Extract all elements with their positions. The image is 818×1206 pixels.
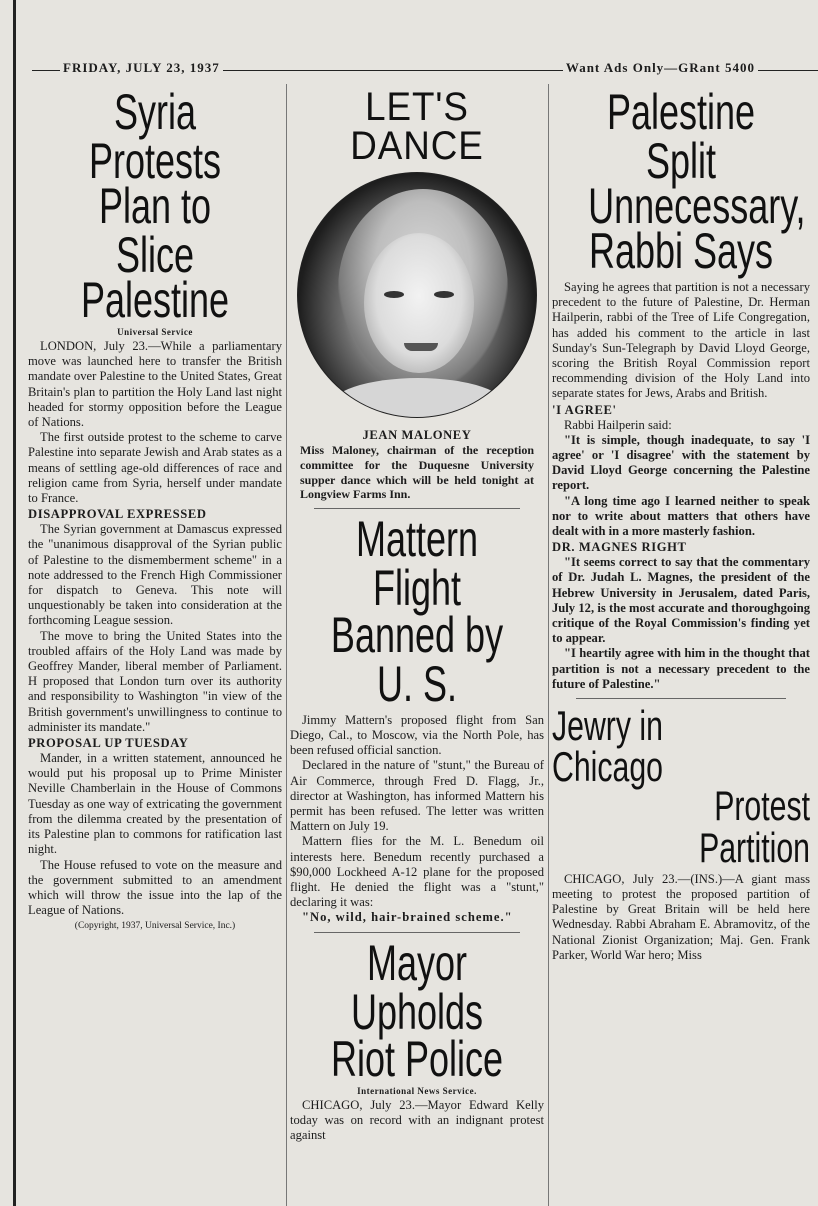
article-headline [28, 84, 282, 328]
article-paragraph: Mander, in a written statement, announced he would put his proposal up to Prime Minister Neville Chamberlain in the House of Commons Tuesday as one way of extricating the government from the dilemma created by the presentation of its Palestine plan to commons for ratification last night. [28, 751, 282, 857]
photo-caption: Miss Maloney, chairman of the reception committee for the Duquesne University supper dance which will be held tonight at Longview Farms Inn. [300, 443, 534, 502]
caption-name: JEAN MALONEY [362, 428, 472, 443]
article-paragraph: The first outside protest to the scheme to carve Palestine into separate Jewish and Arab states as a means of settling age-old differences of race and religion came from Syria, herself under mandate to France. [28, 430, 282, 506]
article-mayor [290, 934, 544, 1144]
page-edge-rule [13, 0, 16, 1206]
headline-line: Banned by U. S. [330, 606, 504, 712]
wire-credit: Universal Service [117, 327, 193, 337]
photo-shoulders [328, 378, 508, 418]
headline-line: Palestine [80, 272, 230, 328]
subheading: PROPOSAL UP TUESDAY [28, 736, 189, 751]
article-paragraph: Mattern flies for the M. L. Benedum oil interests here. Benedum recently purchased a $90,000 Lockheed A-12 plane for the proposed flight. He denied the flight was a "stunt," declaring it was: [290, 834, 544, 910]
headline-line: Plan to Slice [98, 178, 212, 283]
section-divider [314, 508, 520, 509]
subheading: 'I AGREE' [552, 402, 617, 417]
column-rule [548, 84, 549, 1206]
headline-line: Rabbi Says [588, 223, 774, 279]
section-divider [576, 698, 786, 699]
article-rabbi [552, 84, 810, 692]
photo-mouth [404, 343, 438, 351]
article-paragraph: Saying he agrees that partition is not a necessary precedent to the future of Palestine, Dr. Herman Hailperin, rabbi of the Tree of Life Congregation, has added his comment to the article in last Sunday's Sun-Telegraph by David Lloyd George, scoring the British Royal Commission report recommending division of the Holy Land into separate states for Jews, Arabs and British. [552, 280, 810, 401]
copyright-line: (Copyright, 1937, Universal Service, Inc.) [74, 921, 236, 932]
folio-date: FRIDAY, JULY 23, 1937 [60, 60, 223, 76]
subheading: DISAPPROVAL EXPRESSED [28, 507, 207, 522]
headline-line: Protest Partition [699, 782, 810, 871]
article-paragraph: CHICAGO, July 23.—(INS.)—A giant mass meeting to protest the proposed partition of Palestine by Great Britain will be held here Wednesday. Rabbi Abraham E. Abramovitz, of the National Zionist Organization; Maj. Gen. Frank Parker, World War hero; Miss [552, 871, 810, 962]
article-paragraph: CHICAGO, July 23.—Mayor Edward Kelly today was on record with an indignant protest against [290, 1097, 544, 1142]
headline-line: Palestine Split [606, 84, 756, 189]
article-syria [28, 84, 282, 932]
article-paragraph: The move to bring the United States into the troubled affairs of the Holy Land was made by Geoffrey Mander, liberal member of Parliament. H proposed that London turn over its authority and responsibility to Washington "in view of the British government's unwillingness to continue to administer its mandate." [28, 628, 282, 734]
article-quote: "It is simple, though inadequate, to say 'I agree' or 'I disagree' with the statement by David Lloyd George concerning the Palestine report. [552, 432, 810, 493]
article-paragraph: Rabbi Hailperin said: [564, 417, 672, 432]
right-column [552, 84, 810, 963]
article-paragraph: Jimmy Mattern's proposed flight from San Diego, Cal., to Moscow, via the North Pole, has been refused official sanction. [290, 712, 544, 758]
headline-line: Riot Police [330, 1030, 504, 1087]
article-quote: "It seems correct to say that the commentary of Dr. Judah L. Magnes, the president of the Hebrew University in Jerusalem, dated Paris, July 12, is the most accurate and thoroughgoing critique of the Royal Commission's finding yet to appear. [552, 555, 810, 646]
headline-line: Unnecessary, [588, 178, 806, 234]
folio-ads: Want Ads Only—GRant 5400 [563, 60, 758, 76]
article-paragraph: The House refused to vote on the measure and the government submitted to an amendment which will throw the issue into the lap of the League of Nations. [28, 857, 282, 918]
article-paragraph: Declared in the nature of "stunt," the Bureau of Air Commerce, through Fred D. Flagg, Jr., director at Washington, has informed Mattern his permit has been refused. The letter was written Mattern on July 19. [290, 758, 544, 834]
folio-line [32, 60, 818, 80]
section-divider [314, 932, 520, 933]
headline-line: Syria Protests [88, 84, 222, 189]
article-quote: "I heartily agree with him in the thought that partition is not a necessary precedent to the future of Palestine." [552, 646, 810, 691]
portrait-photo [297, 172, 537, 418]
column-rule [286, 84, 287, 1206]
subheading: DR. MAGNES RIGHT [552, 540, 687, 555]
article-mattern [290, 510, 544, 926]
photo-face [364, 233, 474, 373]
article-paragraph: LONDON, July 23.—While a parliamentary move was launched here to transfer the British mandate over Palestine to the United States, Great Britain's plan to partition the Holy Land last night headed for stormy opposition before the League of Nations. [28, 339, 282, 430]
headline-line: Mattern Flight [355, 510, 479, 616]
middle-column [290, 85, 544, 1143]
wire-credit: International News Service. [357, 1085, 477, 1096]
article-paragraph: The Syrian government at Damascus expressed the "unanimous disapproval of the Syrian public of Palestine to the dismemberment scheme" in a note addressed to the French High Commissioner for dispatch to Geneva. This note will unquestionably be taken into consideration at the forthcoming League session. [28, 522, 282, 628]
article-chicago [552, 702, 810, 963]
headline-line: Mayor Upholds [350, 934, 484, 1040]
article-quote: "A long time ago I learned neither to speak nor to write about matters that others have dealt with in a more masterly fashion. [552, 493, 810, 539]
headline-line: Jewry in Chicago [552, 702, 663, 791]
article-quote: "No, wild, hair-brained scheme." [302, 910, 513, 925]
photo-headline: LET'S DANCE [350, 85, 484, 169]
